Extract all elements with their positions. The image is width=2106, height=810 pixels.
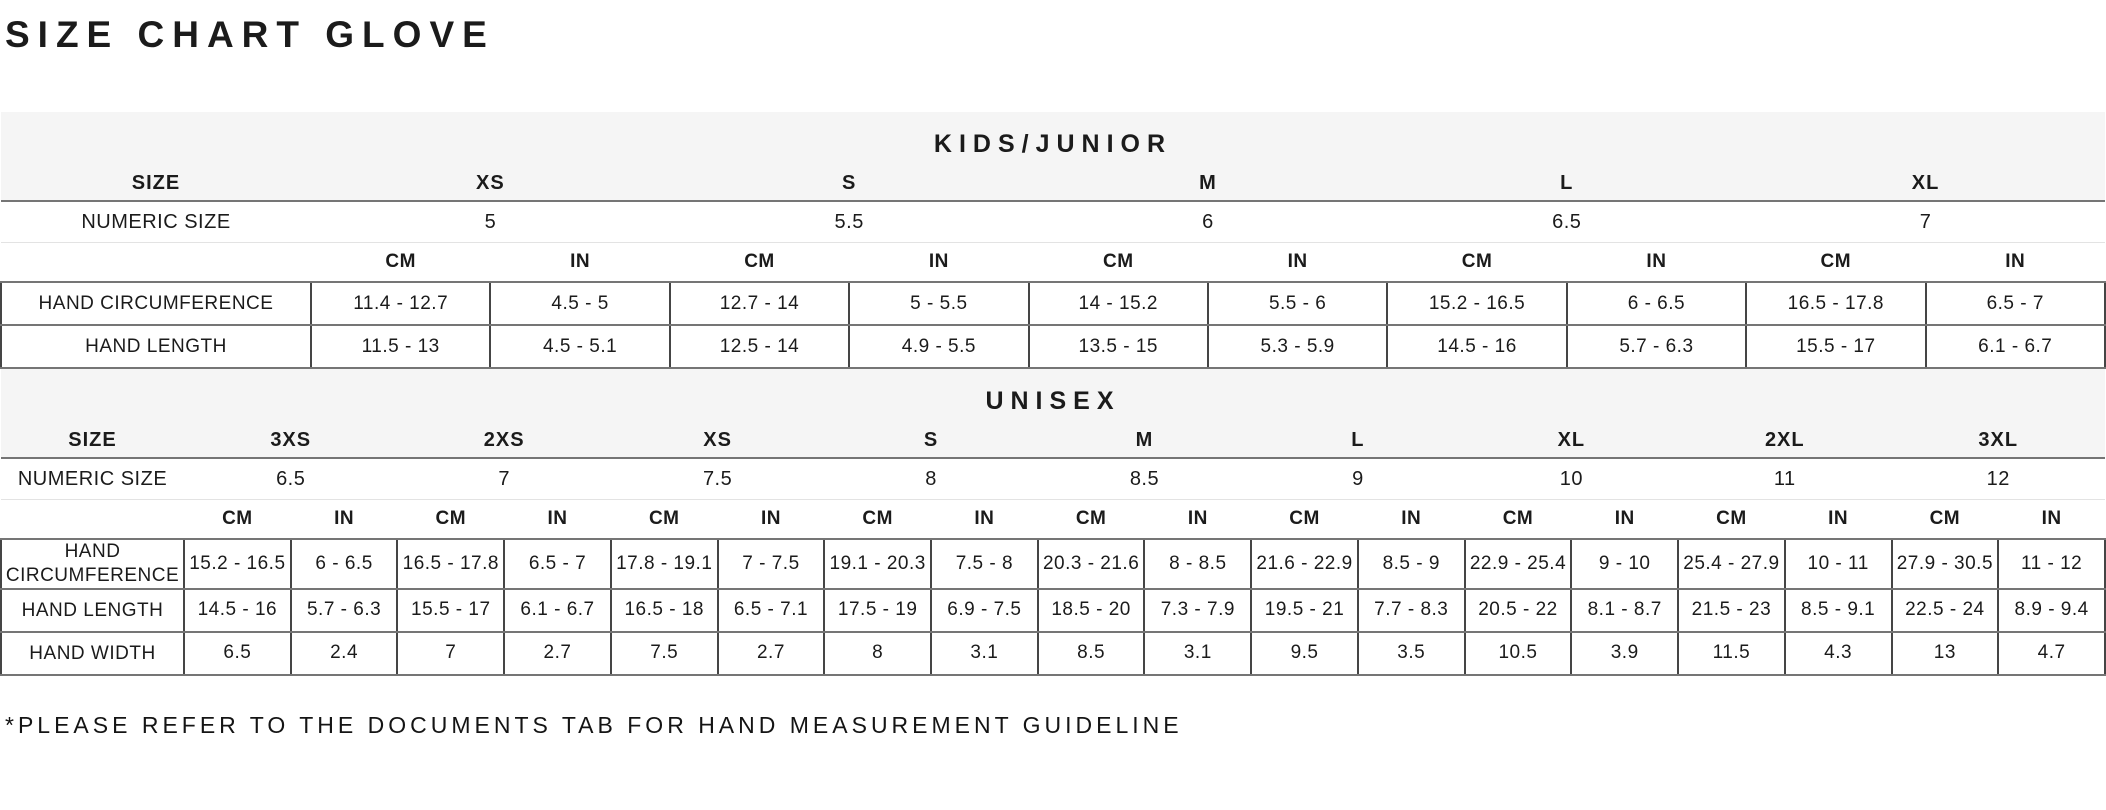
measurement-row-label: HAND CIRCUMFERENCE xyxy=(1,539,184,589)
measurement-value-cell: 12.5 - 14 xyxy=(670,325,849,368)
measurement-row-label: HAND WIDTH xyxy=(1,632,184,675)
measurement-row-label: HAND CIRCUMFERENCE xyxy=(1,282,311,325)
unit-header-cm: CM xyxy=(184,500,291,540)
measurement-value-cell: 10 - 11 xyxy=(1785,539,1892,589)
measurement-value-cell: 2.7 xyxy=(718,632,825,675)
units-row-spacer xyxy=(1,500,184,540)
measurement-value-cell: 5.7 - 6.3 xyxy=(1567,325,1746,368)
measurement-row xyxy=(1,282,2105,325)
measurement-value-cell: 13.5 - 15 xyxy=(1029,325,1208,368)
measurement-value-cell: 15.2 - 16.5 xyxy=(184,539,291,589)
measurement-value-cell: 8 xyxy=(824,632,931,675)
measurement-value-cell: 19.5 - 21 xyxy=(1251,589,1358,632)
measurement-value-cell: 7.5 xyxy=(611,632,718,675)
measurement-value-cell: 6.5 xyxy=(184,632,291,675)
numeric-size-value: 8 xyxy=(824,458,1037,500)
unit-header-cm: CM xyxy=(1038,500,1145,540)
numeric-size-value: 7 xyxy=(1746,201,2105,243)
measurement-value-cell: 6.5 - 7.1 xyxy=(718,589,825,632)
unit-header-in: IN xyxy=(1567,243,1746,283)
unit-header-cm: CM xyxy=(824,500,931,540)
numeric-size-value: 5 xyxy=(311,201,670,243)
measurement-value-cell: 8.5 - 9 xyxy=(1358,539,1465,589)
numeric-size-value: 6.5 xyxy=(1387,201,1746,243)
measurement-value-cell: 20.5 - 22 xyxy=(1465,589,1572,632)
size-col-header: XL xyxy=(1465,423,1678,458)
unit-header-in: IN xyxy=(1998,500,2105,540)
measurement-value-cell: 11.5 - 13 xyxy=(311,325,490,368)
measurement-value-cell: 7.7 - 8.3 xyxy=(1358,589,1465,632)
section-header-row xyxy=(1,112,2105,166)
measurement-value-cell: 14.5 - 16 xyxy=(184,589,291,632)
unit-header-in: IN xyxy=(1358,500,1465,540)
measurement-value-cell: 8.9 - 9.4 xyxy=(1998,589,2105,632)
measurement-value-cell: 4.5 - 5 xyxy=(490,282,669,325)
measurement-value-cell: 22.5 - 24 xyxy=(1892,589,1999,632)
numeric-size-row xyxy=(1,201,2105,243)
measurement-value-cell: 2.7 xyxy=(504,632,611,675)
size-col-header: M xyxy=(1038,423,1251,458)
measurement-row xyxy=(1,632,2105,675)
numeric-size-row-label: NUMERIC SIZE xyxy=(1,201,311,243)
measurement-value-cell: 6 - 6.5 xyxy=(291,539,398,589)
unit-header-in: IN xyxy=(504,500,611,540)
measurement-value-cell: 8.5 - 9.1 xyxy=(1785,589,1892,632)
measurement-row xyxy=(1,325,2105,368)
measurement-value-cell: 27.9 - 30.5 xyxy=(1892,539,1999,589)
measurement-value-cell: 11.4 - 12.7 xyxy=(311,282,490,325)
measurement-value-cell: 5.7 - 6.3 xyxy=(291,589,398,632)
size-col-header: S xyxy=(824,423,1037,458)
size-col-header: 3XS xyxy=(184,423,397,458)
measurement-value-cell: 21.5 - 23 xyxy=(1678,589,1785,632)
section-title: UNISEX xyxy=(1,369,2105,423)
numeric-size-value: 7 xyxy=(397,458,610,500)
unit-header-in: IN xyxy=(1785,500,1892,540)
kids-junior-size-table xyxy=(0,112,2106,369)
size-col-header: M xyxy=(1029,166,1388,201)
unit-header-cm: CM xyxy=(611,500,718,540)
unit-header-cm: CM xyxy=(1029,243,1208,283)
measurement-value-cell: 14 - 15.2 xyxy=(1029,282,1208,325)
measurement-value-cell: 8 - 8.5 xyxy=(1144,539,1251,589)
numeric-size-value: 10 xyxy=(1465,458,1678,500)
measurement-value-cell: 6.5 - 7 xyxy=(504,539,611,589)
size-col-header: XL xyxy=(1746,166,2105,201)
unit-header-in: IN xyxy=(1208,243,1387,283)
measurement-row-label: HAND LENGTH xyxy=(1,325,311,368)
numeric-size-value: 5.5 xyxy=(670,201,1029,243)
section-header-row xyxy=(1,369,2105,423)
size-col-header: 3XL xyxy=(1892,423,2106,458)
measurement-value-cell: 6.1 - 6.7 xyxy=(504,589,611,632)
measurement-value-cell: 25.4 - 27.9 xyxy=(1678,539,1785,589)
measurement-value-cell: 3.9 xyxy=(1571,632,1678,675)
measurement-value-cell: 6 - 6.5 xyxy=(1567,282,1746,325)
measurement-value-cell: 17.8 - 19.1 xyxy=(611,539,718,589)
unit-header-cm: CM xyxy=(397,500,504,540)
size-col-header: L xyxy=(1251,423,1464,458)
unit-header-in: IN xyxy=(849,243,1028,283)
numeric-size-row-label: NUMERIC SIZE xyxy=(1,458,184,500)
unit-header-cm: CM xyxy=(311,243,490,283)
measurement-row xyxy=(1,589,2105,632)
measurement-value-cell: 16.5 - 18 xyxy=(611,589,718,632)
measurement-value-cell: 10.5 xyxy=(1465,632,1572,675)
measurement-guideline-note: *PLEASE REFER TO THE DOCUMENTS TAB FOR HAND MEASUREMENT GUIDELINE xyxy=(5,711,1183,738)
measurement-value-cell: 4.5 - 5.1 xyxy=(490,325,669,368)
size-col-header: S xyxy=(670,166,1029,201)
measurement-value-cell: 6.5 - 7 xyxy=(1926,282,2105,325)
measurement-value-cell: 14.5 - 16 xyxy=(1387,325,1566,368)
measurement-value-cell: 21.6 - 22.9 xyxy=(1251,539,1358,589)
section-title: KIDS/JUNIOR xyxy=(1,112,2105,166)
unit-header-in: IN xyxy=(718,500,825,540)
measurement-value-cell: 6.9 - 7.5 xyxy=(931,589,1038,632)
unisex-size-table xyxy=(0,369,2106,676)
size-row xyxy=(1,423,2105,458)
measurement-value-cell: 17.5 - 19 xyxy=(824,589,931,632)
measurement-value-cell: 13 xyxy=(1892,632,1999,675)
size-row-label: SIZE xyxy=(1,423,184,458)
size-row-label: SIZE xyxy=(1,166,311,201)
measurement-value-cell: 12.7 - 14 xyxy=(670,282,849,325)
numeric-size-row xyxy=(1,458,2105,500)
measurement-value-cell: 3.1 xyxy=(931,632,1038,675)
numeric-size-value: 8.5 xyxy=(1038,458,1251,500)
measurement-value-cell: 11.5 xyxy=(1678,632,1785,675)
measurement-value-cell: 16.5 - 17.8 xyxy=(1746,282,1925,325)
numeric-size-value: 6 xyxy=(1029,201,1388,243)
measurement-value-cell: 5.5 - 6 xyxy=(1208,282,1387,325)
measurement-value-cell: 8.5 xyxy=(1038,632,1145,675)
unit-header-in: IN xyxy=(1926,243,2105,283)
unit-header-cm: CM xyxy=(1678,500,1785,540)
numeric-size-value: 7.5 xyxy=(611,458,824,500)
measurement-value-cell: 15.5 - 17 xyxy=(397,589,504,632)
measurement-value-cell: 7 - 7.5 xyxy=(718,539,825,589)
unit-header-cm: CM xyxy=(1892,500,1999,540)
measurement-value-cell: 11 - 12 xyxy=(1998,539,2105,589)
size-row xyxy=(1,166,2105,201)
size-col-header: XS xyxy=(311,166,670,201)
unit-header-in: IN xyxy=(490,243,669,283)
unit-header-cm: CM xyxy=(670,243,849,283)
measurement-value-cell: 4.3 xyxy=(1785,632,1892,675)
measurement-value-cell: 7 xyxy=(397,632,504,675)
unit-header-cm: CM xyxy=(1465,500,1572,540)
measurement-value-cell: 7.3 - 7.9 xyxy=(1144,589,1251,632)
measurement-value-cell: 22.9 - 25.4 xyxy=(1465,539,1572,589)
measurement-value-cell: 4.7 xyxy=(1998,632,2105,675)
numeric-size-value: 11 xyxy=(1678,458,1891,500)
unit-header-in: IN xyxy=(291,500,398,540)
measurement-value-cell: 15.5 - 17 xyxy=(1746,325,1925,368)
unit-header-in: IN xyxy=(1571,500,1678,540)
measurement-value-cell: 19.1 - 20.3 xyxy=(824,539,931,589)
size-col-header: 2XL xyxy=(1678,423,1891,458)
measurement-value-cell: 15.2 - 16.5 xyxy=(1387,282,1566,325)
numeric-size-value: 12 xyxy=(1892,458,2106,500)
unit-header-cm: CM xyxy=(1746,243,1925,283)
unit-header-cm: CM xyxy=(1251,500,1358,540)
measurement-value-cell: 3.5 xyxy=(1358,632,1465,675)
measurement-value-cell: 20.3 - 21.6 xyxy=(1038,539,1145,589)
unit-header-in: IN xyxy=(931,500,1038,540)
measurement-value-cell: 4.9 - 5.5 xyxy=(849,325,1028,368)
units-row xyxy=(1,243,2105,283)
unit-header-in: IN xyxy=(1144,500,1251,540)
measurement-value-cell: 16.5 - 17.8 xyxy=(397,539,504,589)
measurement-value-cell: 8.1 - 8.7 xyxy=(1571,589,1678,632)
unit-header-cm: CM xyxy=(1387,243,1566,283)
measurement-value-cell: 2.4 xyxy=(291,632,398,675)
measurement-row xyxy=(1,539,2105,589)
measurement-value-cell: 5.3 - 5.9 xyxy=(1208,325,1387,368)
numeric-size-value: 6.5 xyxy=(184,458,397,500)
measurement-value-cell: 18.5 - 20 xyxy=(1038,589,1145,632)
size-col-header: L xyxy=(1387,166,1746,201)
units-row-spacer xyxy=(1,243,311,283)
page-title: SIZE CHART GLOVE xyxy=(5,14,495,55)
measurement-value-cell: 6.1 - 6.7 xyxy=(1926,325,2105,368)
size-col-header: XS xyxy=(611,423,824,458)
size-col-header: 2XS xyxy=(397,423,610,458)
measurement-value-cell: 5 - 5.5 xyxy=(849,282,1028,325)
measurement-value-cell: 7.5 - 8 xyxy=(931,539,1038,589)
units-row xyxy=(1,500,2105,540)
measurement-row-label: HAND LENGTH xyxy=(1,589,184,632)
numeric-size-value: 9 xyxy=(1251,458,1464,500)
measurement-value-cell: 9 - 10 xyxy=(1571,539,1678,589)
measurement-value-cell: 9.5 xyxy=(1251,632,1358,675)
measurement-value-cell: 3.1 xyxy=(1144,632,1251,675)
